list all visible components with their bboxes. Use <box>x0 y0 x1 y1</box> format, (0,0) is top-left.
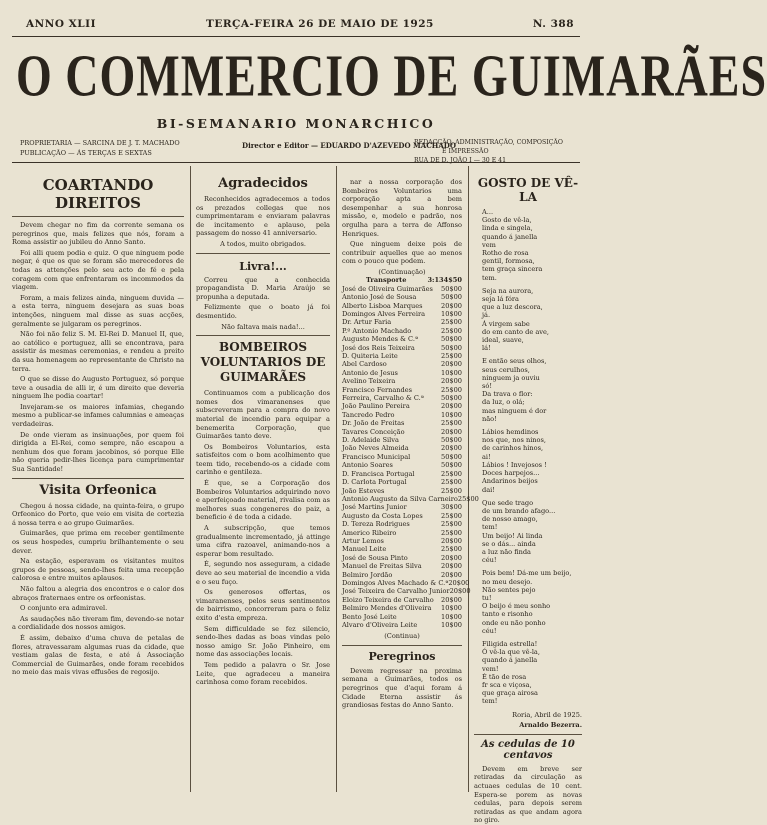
donor-amount: 25$00 <box>441 385 462 394</box>
donor-row <box>342 386 462 394</box>
article-paragraph: A subscripção, que temos gradualmente incrementado, já attinge uma cifra razoavel, animando-nos a esperar bom resultado. <box>196 524 330 558</box>
article-paragraph: Reconhecidos agradecemos a todos os prezados collegas que nos cumprimentaram e enviaram palavras de incitamento e aplauso, pela passagem do nosso 41 anniversario. <box>196 195 330 238</box>
poem-line: quando á janella <box>482 656 538 665</box>
poem-line: vem <box>482 240 496 249</box>
continue-row <box>342 632 462 640</box>
column-divider <box>468 166 469 792</box>
poem-line: que a luz descora, <box>482 303 543 312</box>
poem-stanza <box>474 640 582 706</box>
poem-line: Andarinos beijos <box>482 477 538 486</box>
donor-amount: 25$00 <box>441 318 462 327</box>
donor-amount: 50$00 <box>441 335 462 344</box>
poem-stanza <box>474 208 582 282</box>
article-paragraph: Chegou á nossa cidade, na quinta-feira, o grupo Orfeonico do Porto, que veio em visita de cortezia á nossa terra e ao grupo Guimarães. <box>12 501 184 527</box>
donor-amount: 50$00 <box>441 452 462 461</box>
date-label: TERÇA-FEIRA 26 DE MAIO DE 1925 <box>206 18 434 30</box>
newspaper-page <box>6 6 767 825</box>
donor-row <box>342 327 462 335</box>
donor-row <box>342 360 462 368</box>
poem-line: se o dás... ainda <box>482 539 536 548</box>
donor-row <box>342 310 462 318</box>
office-line: REDACÇÃO, ADMINISTRAÇÃO, COMPOSIÇÃO <box>414 139 563 146</box>
donor-amount: 25$00 <box>441 478 462 487</box>
donor-row <box>342 293 462 301</box>
donor-name: Dr. Artur Faria <box>342 318 392 327</box>
donor-amount: 20$00 <box>441 377 462 386</box>
poem-line: Que sede trago <box>482 498 534 507</box>
donor-row <box>342 461 462 469</box>
poem-line: Não sentes pejo <box>482 585 536 594</box>
poem-line: Pois bem! Dá-me um beijo, <box>482 569 572 578</box>
donor-row <box>342 402 462 410</box>
office-line: E IMPRESSÃO <box>442 148 489 155</box>
article-paragraph: As saudações não tiveram fim, devendo-se notar a cordialidade dos nossos amigos. <box>12 614 184 632</box>
total-label: Transporte <box>366 276 407 285</box>
poem-line: Um beijo! Ai linda <box>482 531 543 540</box>
donor-row <box>342 419 462 427</box>
poem <box>474 208 582 706</box>
donor-amount: 10$00 <box>441 621 462 629</box>
donor-row <box>342 318 462 326</box>
owner-info <box>20 138 180 158</box>
column-divider <box>190 166 191 792</box>
poem-place-date: Roria, Abril de 1925. <box>512 710 582 719</box>
donor-name: José Martins Junior <box>342 503 407 512</box>
donor-amount: 20$00 <box>449 587 471 596</box>
office-info <box>414 138 563 165</box>
article-paragraph: Correu que a conhecida propagandista D. Maria Araújo se propunha a deputada. <box>196 275 330 301</box>
donor-name: Artur Lemos <box>342 536 384 545</box>
poem-line: de carinhos hinos, <box>482 444 544 453</box>
donor-amount: 20$00 <box>441 360 462 369</box>
donor-name: Avelino Teixeira <box>342 377 396 386</box>
donor-amount: 25$00 <box>441 528 462 537</box>
poem-line: seus cerulhos, <box>482 365 530 374</box>
article-paragraph: Na estação, esperavam os visitantes muitos grupos de pessoas, sendo-lhes feita uma recepção calorosa e entre muitos aplausos. <box>12 557 184 583</box>
poem-line: ai! <box>482 452 491 461</box>
donor-row <box>342 285 462 293</box>
article-paragraph: Guimarães, que prima em receber gentilmente os seus hospedes, cumpriu brilhantemente o seu dever. <box>12 529 184 555</box>
poem-line: só! <box>482 382 493 391</box>
donor-amount: 25$00 <box>457 494 479 503</box>
donor-row <box>342 453 462 461</box>
donor-row <box>342 554 462 562</box>
donor-name: Dr. João de Freitas <box>342 419 405 428</box>
donor-name: D. Adelaide Silva <box>342 436 399 445</box>
donor-amount: 20$00 <box>441 402 462 411</box>
director-line: Director e Editor — EDUARDO D'AZEVEDO MACHADO <box>242 141 456 150</box>
poem-line: onde eu não ponho <box>482 618 546 627</box>
poem-stanza <box>474 428 582 494</box>
poem-line: vem! <box>482 664 499 673</box>
donor-amount: 20$00 <box>441 427 462 436</box>
article-subhead: Livra!... <box>239 259 287 273</box>
article-headline: As cedulas de 10 centavos <box>481 738 575 761</box>
donor-name: José de Sousa Pinto <box>342 553 408 562</box>
poem-line: A... <box>482 208 494 216</box>
article-paragraph: Devem chegar no fim da corrente semana os peregrinos que, mais felizes que nós, foram a Roma assistir ao jubileu do Anno Santo. <box>12 221 184 247</box>
separator <box>474 734 582 735</box>
donor-amount: 25$00 <box>441 469 462 478</box>
donor-row <box>342 537 462 545</box>
donor-name: José de Oliveira Guimarães <box>342 284 433 293</box>
donor-amount: 50$00 <box>441 343 462 352</box>
column-divider <box>336 166 337 792</box>
poem-stanza <box>474 357 582 423</box>
poem-line: Seja na aurora, <box>482 286 534 295</box>
poem-line: Da trava o flor: <box>482 390 533 399</box>
donor-name: Antonio de Jesus <box>342 368 398 377</box>
total-row <box>342 276 462 284</box>
article-paragraph: Não faltou a alegria dos encontros e o calor dos abraços fraternaes entre os orfeonistas. <box>12 584 184 602</box>
donor-name: José dos Reis Teixeira <box>342 343 415 352</box>
donor-amount: 50$00 <box>441 461 462 470</box>
article-headline: COARTANDO DIREITOS <box>42 176 154 212</box>
poem-line: não! <box>482 414 497 423</box>
continue-label: (Continua) <box>384 632 420 641</box>
donor-row <box>342 503 462 511</box>
donor-amount: 50$00 <box>441 394 462 403</box>
column-2 <box>196 174 330 794</box>
donor-amount: 25$00 <box>441 486 462 495</box>
donor-amount: 10$00 <box>441 309 462 318</box>
poem-line: Lábios hemdinos <box>482 428 539 437</box>
donor-name: João Neves Almeida <box>342 444 409 453</box>
donor-amount: 20$00 <box>441 562 462 571</box>
poem-line: Ó vê-la que vê-la, <box>482 648 540 657</box>
donor-name: João Esteves <box>342 486 385 495</box>
owner-line: PROPRIETARIA — SARCINA DE J. T. MACHADO <box>20 139 180 147</box>
article-paragraph: É que, se a Corporação dos Bombeiros Voluntarios adquirindo novo e aperfeiçoado material, rivalisa com as melhores suas congeneres do paiz, a beneficio é de toda a cidade. <box>196 479 330 522</box>
total-value: 3:134$50 <box>427 276 462 285</box>
poem-line: a luz não finda <box>482 547 531 556</box>
donor-name: Antonio José de Sousa <box>342 293 417 302</box>
poem-stanza <box>474 569 582 635</box>
poem-line: do em canto de ave, <box>482 327 549 336</box>
article-paragraph: Não foi não feliz S. M. El-Rei D. Manuel II, que, ao católico e portuguez, alli se encontrava, para assistir ás mesmas ceremonias, e rendeu a preito da sua homenagem ao representante de Christo na terra. <box>12 330 184 373</box>
donor-row <box>342 596 462 604</box>
article-headline: BOMBEIROS VOLUNTARIOS DE GUIMARÃES <box>200 340 326 385</box>
column-3 <box>342 174 479 794</box>
donor-name: Manuel de Freitas Silva <box>342 562 422 571</box>
newspaper-subtitle: BI-SEMANARIO MONARCHICO <box>156 116 436 131</box>
poem-line: Doces harpejos... <box>482 469 540 478</box>
donor-row <box>342 571 462 579</box>
donor-row <box>342 444 462 452</box>
donor-row <box>342 335 462 343</box>
poem-line: ninguem ja ouviu <box>482 373 540 382</box>
poem-line: O beijo é meu sonho <box>482 602 551 611</box>
article-paragraph: Os generosos offertas, os vimaranenses, pelos seus sentimentos de bairrismo, concorreram para o feliz exito d'esta empreza. <box>196 588 330 622</box>
donor-row <box>342 352 462 360</box>
poem-line: mas ninguem é dor <box>482 406 547 415</box>
article-paragraph: Felizmente que o boato já foi desmentido. <box>196 303 330 320</box>
poem-line: tanto e risonho <box>482 610 533 619</box>
donor-name: Francisco Fernandes <box>342 385 413 394</box>
donor-row <box>342 587 471 596</box>
poem-line: gentil, formosa, <box>482 257 535 266</box>
poem-line: tu! <box>482 593 492 602</box>
article-paragraph: A todos, muito obrigados. <box>220 239 306 248</box>
donor-amount: 10$00 <box>441 368 462 377</box>
donor-name: Belmiro Jordão <box>342 570 393 579</box>
poem-line: dai! <box>482 485 495 494</box>
poem-line: tem. <box>482 273 497 282</box>
donor-amount: 20$00 <box>448 578 470 587</box>
masthead-topline <box>6 18 586 32</box>
poem-line: Rotho de rosa <box>482 249 529 258</box>
article-headline: Agradecidos <box>218 176 308 191</box>
donor-name: Tavares Conceição <box>342 427 405 436</box>
donor-name: Antonio Augusto da Silva Carneiro <box>342 494 458 503</box>
donor-name: Tancredo Pedro <box>342 410 395 419</box>
article-headline: Visita Orfeonica <box>39 482 157 498</box>
poem-author: Arnaldo Bezerra. <box>519 721 582 730</box>
article-paragraph: O conjunto era admiravel. <box>20 604 108 613</box>
poem-line: tem! <box>482 697 498 706</box>
donor-row <box>342 302 462 310</box>
donor-amount: 50$00 <box>441 284 462 293</box>
donor-amount: 25$00 <box>441 326 462 335</box>
article-paragraph: Que ninguem deixe pois de contribuir aquelles que ao menos com o pouco que podem. <box>342 240 462 266</box>
list-label <box>342 268 462 276</box>
article-paragraph: Invejaram-se os maiores infamias, chegando mesmo a publicar-se infames calumnias e ameaças verdadeiras. <box>12 402 184 429</box>
article-paragraph: Foi alli quem podia e quiz. O que ninguem pode negar, é que os que se foram são merecedores de todas as attenções pelo seu acto de fé e pela coragem com que enfrentaram os incommodos da viagem. <box>12 248 184 292</box>
donor-row <box>342 377 462 385</box>
separator <box>12 478 184 479</box>
donor-amount: 25$00 <box>441 352 462 360</box>
donor-name: D. Carlota Portugal <box>342 478 407 487</box>
column-4 <box>474 174 582 825</box>
donor-name: Bento José Leite <box>342 612 397 621</box>
donor-name: Alberto Lisboa Marques <box>342 301 423 310</box>
article-paragraph: Tem pedido a palavra o Sr. Jose Leite, que agradeceu a maneira carinhosa como foram recebidos. <box>196 660 330 687</box>
donor-row <box>342 411 462 419</box>
poem-line: nos que, nos ninos, <box>482 436 547 445</box>
donor-name: Augusto Mendes & C.ª <box>342 335 419 344</box>
poem-line: já. <box>482 311 491 320</box>
article-paragraph: De onde vieram as insinuações, por quem foi dirigida a El-Rei, como sempre, não escapou a nenhum dos que foram jacobinos, só porque Elle não queria pedir-lhes licença para cumprimentar Sua Santidade! <box>12 430 184 474</box>
donor-amount: 20$00 <box>441 536 462 545</box>
donor-amount: 10$00 <box>441 410 462 419</box>
donor-row <box>342 520 462 528</box>
donor-name: Eloizo Teixeira de Carvalho <box>342 595 434 604</box>
donor-name: P.º Antonio Machado <box>342 326 412 335</box>
donor-name: Americo Ribeiro <box>342 528 397 537</box>
masthead-rule <box>12 162 580 163</box>
poem-line: de nosso amago, <box>482 515 538 524</box>
published-line: PUBLICAÇÃO — ÁS TERÇAS E SEXTAS <box>20 149 152 157</box>
donor-row <box>342 578 470 587</box>
article-paragraph: Continuamos com a publicação dos nomes dos vimaranenses que subscreveram para a compra do novo material de incendio para equipar a benemerita Corporação, que Guimarães tanto deve. <box>196 389 330 441</box>
year-label: ANNO XLII <box>26 18 96 30</box>
donor-name: Domingos Alves Ferreira <box>342 309 426 318</box>
donor-amount: 10$00 <box>441 612 462 621</box>
donor-row <box>342 613 462 621</box>
poem-line: É tão de rosa <box>482 672 527 681</box>
separator <box>196 335 330 336</box>
donor-name: D. Quiteria Leite <box>342 352 398 360</box>
donor-name: Alvaro d'Oliveira Leite <box>342 621 418 629</box>
poem-line: linda e singela, <box>482 224 533 233</box>
poem-line: de um brando afago... <box>482 506 556 515</box>
poem-title: GOSTO DE VÊ-LA <box>477 176 579 204</box>
donor-row <box>342 512 462 520</box>
article-paragraph: Devem em breve ser retiradas da circulação as actuaes cedulas de 10 cent. Espera-se porem as novas cedulas, para depois serem retiradas as que andam agora no giro. <box>474 764 582 825</box>
donor-row <box>342 545 462 553</box>
article-paragraph: Foram, a mais felizes ainda, ninguem duvida — a esta terra, ninguem desejara as suas boas intenções, ninguem mal disse as suas acções, geralmente se julgaram os peregrinos. <box>12 293 184 328</box>
donor-name: Francisco Municipal <box>342 452 411 461</box>
poem-line: Filigida estrella! <box>482 639 538 648</box>
issue-number: N. 388 <box>532 18 574 30</box>
office-line: RUA DE D. JOÃO I — 30 E 41 <box>414 157 507 164</box>
poem-line: tem! <box>482 523 498 532</box>
donor-name: D. Francisca Portugal <box>342 469 415 478</box>
poem-line: Gosto de vê-la, <box>482 216 532 225</box>
donor-name: Manuel Leite <box>342 545 387 554</box>
donor-row <box>342 604 462 612</box>
donor-name: D. Tereza Rodrigues <box>342 520 410 529</box>
separator <box>196 253 330 254</box>
poem-line: Lábios ! Invejosos ! <box>482 460 547 469</box>
article-paragraph: É assim, debaixo d'uma chuva de petalas de flores, atravessaram algumas ruas da cidade, que vestiam galas de festa, e até á Associação Commercial de Guimarães, onde foram recebidos no meio das mais vivas effusões de regosijo. <box>12 633 184 677</box>
donor-list <box>342 284 479 630</box>
donor-amount: 20$00 <box>441 553 462 562</box>
donor-row <box>342 394 462 402</box>
poem-line: E então seus olhos, <box>482 357 547 366</box>
poem-line: da luz, o olá; <box>482 398 525 407</box>
donor-amount: 50$00 <box>441 293 462 302</box>
donor-name: José Teixeira de Carvalho Junior <box>342 587 450 596</box>
article-paragraph: Sem difficuldade se fez silencio, sendo-lhes dadas as boas vindas pelo nosso amigo Sr. João Pinheiro, em nome das associações locais. <box>196 624 330 659</box>
poem-line: ideal, suave, <box>482 336 524 345</box>
donor-name: Augusto da Costa Lopes <box>342 511 423 520</box>
continuation-label: (Continuação) <box>378 267 426 276</box>
donor-name: Domingos Alves Machado & C.ª <box>342 578 449 587</box>
article-paragraph: É, segundo nos asseguram, a cidade deve ao seu material de incendio a vida e o seu fuço. <box>196 560 330 586</box>
column-1 <box>12 174 184 794</box>
donor-amount: 25$00 <box>441 545 462 554</box>
donor-amount: 50$00 <box>441 436 462 445</box>
separator <box>12 216 184 217</box>
donor-row <box>342 369 462 377</box>
poem-line: lá! <box>482 344 491 353</box>
donor-name: Belmiro Mendes d'Oliveira <box>342 604 432 613</box>
poem-line: fr sca e viçosa, <box>482 680 532 689</box>
donor-amount: 25$00 <box>441 511 462 520</box>
article-headline: Peregrinos <box>368 649 436 663</box>
donor-name: João Paulino Pereira <box>342 402 410 411</box>
donor-name: Abel Cardoso <box>342 360 387 369</box>
donor-amount: 25$00 <box>441 419 462 428</box>
article-paragraph: nar a nossa corporação dos Bombeiros Voluntarios uma corporação apta a bem desempenhar a sua honrosa missão, e, modelo e padrão, nos orgulha para a terra de Affonso Henriques. <box>342 178 462 238</box>
donor-amount: 20$00 <box>441 301 462 310</box>
donor-row <box>342 428 462 436</box>
donor-amount: 10$00 <box>441 604 462 613</box>
donor-row <box>342 478 462 486</box>
poem-line: quando á janella <box>482 232 538 241</box>
article-paragraph: O que se disse do Augusto Portuguez, só porque teve a ousadia de alli ir, é um direito que deveria ninguem lhe podia coartar! <box>12 375 184 401</box>
donor-row <box>342 562 462 570</box>
donor-row <box>342 494 479 503</box>
poem-stanza <box>474 499 582 565</box>
poem-line: que graça airosa <box>482 689 538 698</box>
separator <box>342 645 462 646</box>
donor-row <box>342 621 462 629</box>
donor-amount: 25$00 <box>441 520 462 529</box>
article-paragraph: Não faltava mais nada!... <box>221 322 305 331</box>
donor-name: Ferreira, Carvalho & C.ª <box>342 394 424 403</box>
donor-row <box>342 344 462 352</box>
donor-row <box>342 529 462 537</box>
poem-line: céu! <box>482 626 497 635</box>
donor-amount: 20$00 <box>441 444 462 453</box>
poem-line: no meu desejo. <box>482 577 533 586</box>
newspaper-title: O COMMERCIO DE GUIMARÃES <box>16 42 767 109</box>
donor-row <box>342 487 462 495</box>
donor-name: Antonio Soares <box>342 461 393 470</box>
poem-line: tem graça sincera <box>482 265 543 274</box>
article-paragraph: Os Bombeiros Voluntarios, esta satisfeitos com o bom acolhimento que teem tido, recebendo-os a cidade com carinho e gentileza. <box>196 442 330 477</box>
donor-amount: 30$00 <box>441 503 462 512</box>
poem-line: Á virgem sabe <box>482 319 530 328</box>
donor-row <box>342 470 462 478</box>
poem-line: céu! <box>482 556 497 565</box>
article-paragraph: Devem regressar na proxima semana a Guimarães, todos os peregrinos que d'aqui foram á Cidade Eterna assistir ás grandiosas festas do Anno Santo. <box>342 666 462 710</box>
donor-amount: 20$00 <box>441 570 462 579</box>
donor-amount: 20$00 <box>441 595 462 604</box>
poem-stanza <box>474 287 582 353</box>
donor-row <box>342 436 462 444</box>
poem-line: seja lá fóra <box>482 295 519 304</box>
